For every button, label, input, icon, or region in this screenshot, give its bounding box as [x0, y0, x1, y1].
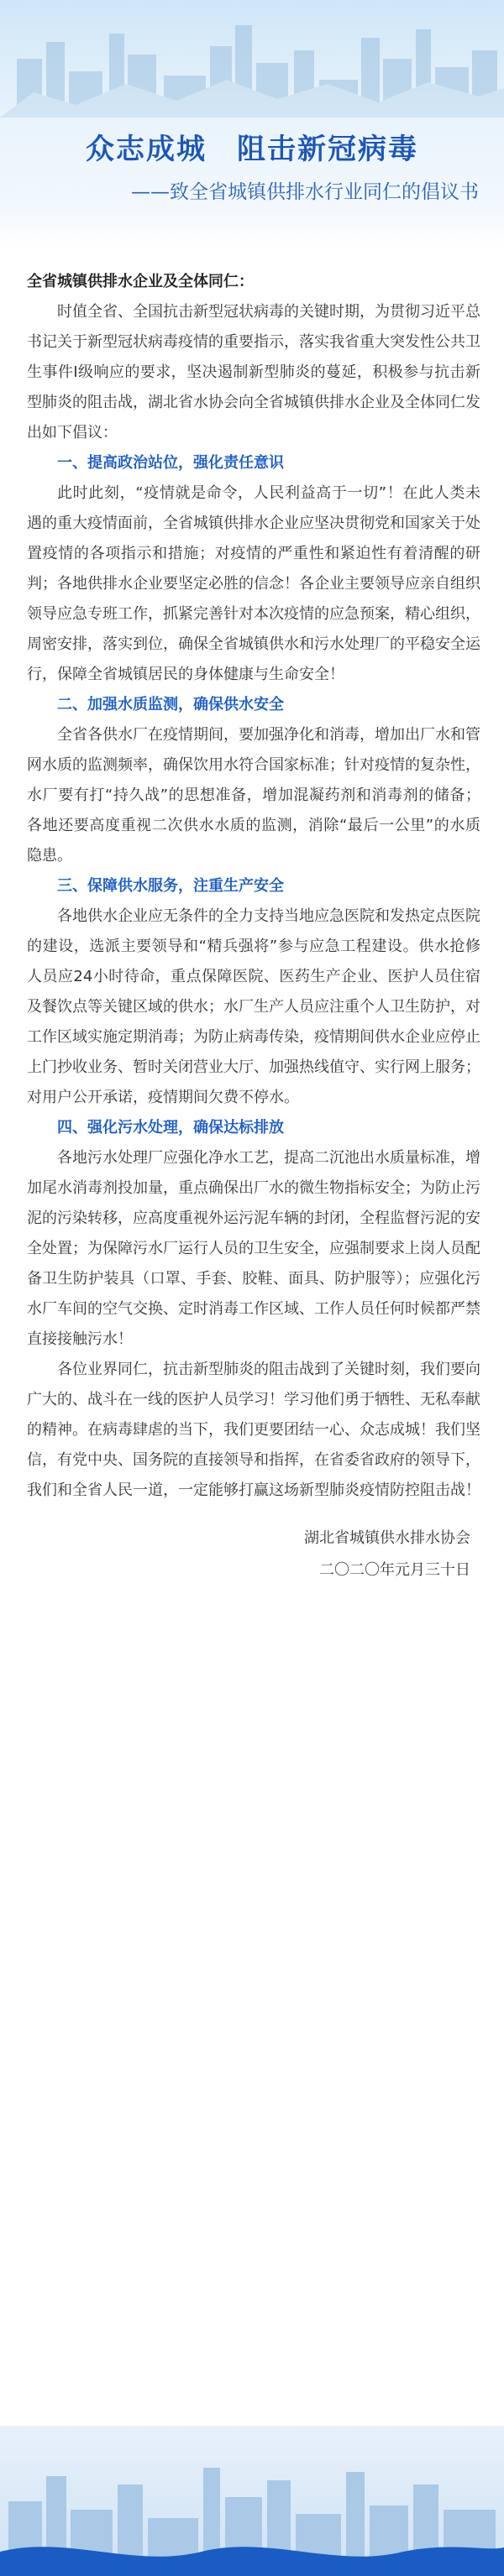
- skyline-illustration: [0, 0, 504, 118]
- section-paragraph-3: 各地供水企业应无条件的全力支持当地应急医院和发热定点医院的建设，选派主要领导和“精兵强将”参与应急工程建设。供水抢修人员应24小时待命，重点保障医院、医药生产企业、医护人员住宿及餐饮点等关键区域的供水；水厂生产人员应注重个人卫生防护，对工作区域实施定期消毒；为防止病毒传染，疫情期间供水企业应停止上门抄收业务、暂时关闭营业大厅、加强热线值守、实行网上服务；对用户公开承诺，疫情期间欠费不停水。: [27, 907, 480, 1106]
- section-heading-1: 一、提高政治站位，强化责任意识: [57, 454, 284, 472]
- section-paragraph-4: 各地污水处理厂应强化净水工艺，提高二沉池出水质量标准，增加尾水消毒剂投加量，重点确保出厂水的微生物指标安全；为防止污泥的污染转移，应高度重视外运污泥车辆的封闭，全程监督污泥的安全处置；为保障污水厂运行人员的卫生安全，应强制要求上岗人员配备卫生防护装具（口罩、手套、胶鞋、面具、防护服等）；应强化污水厂车间的空气交换、定时消毒工作区域、工作人员任何时候都严禁直接接触污水！: [27, 1149, 480, 1348]
- header-fade: [0, 214, 504, 252]
- section-paragraph-1: 此时此刻，“疫情就是命令，人民利益高于一切”！在此人类未遇的重大疫情面前，全省城镇供排水企业应坚决贯彻党和国家关于处置疫情的各项指示和措施；对疫情的严重性和紧迫性有着清醒的研判；各地供排水企业要坚定必胜的信念！各企业主要领导应亲自组织领导应急专班工作，抓紧完善针对本次疫情的应急预案，精心组织，周密安排，落实到位，确保全省城镇供水和污水处理厂的平稳安全运行，保障全省城镇居民的身体健康与生命安全！: [27, 484, 480, 683]
- signature-org: 湖北省城镇供水排水协会: [304, 1529, 470, 1547]
- footer-skyline: [0, 2426, 504, 2576]
- letter-body: [0, 252, 504, 2426]
- footer-illustration: [0, 2426, 504, 2576]
- section-heading-4: 四、强化污水处理，确保达标排放: [57, 1119, 284, 1136]
- header-banner: [0, 0, 504, 252]
- signature-date: 二〇二〇年元月三十日: [319, 1561, 470, 1579]
- page-subtitle: ——致全省城镇供排水行业同仁的倡议书: [131, 181, 479, 203]
- section-heading-3: 三、保障供水服务，注重生产安全: [57, 877, 284, 895]
- closing-paragraph: 各位业界同仁，抗击新型肺炎的阻击战到了关键时刻，我们要向广大的、战斗在一线的医护人员学习！学习他们勇于牺牲、无私奉献的精神。在病毒肆虐的当下，我们更要团结一心、众志成城！我们坚信，有党中央、国务院的直接领导和指挥，在省委省政府的领导下，我们和全省人民一道，一定能够打赢这场新型肺炎疫情防控阻击战！: [27, 1361, 480, 1499]
- intro-paragraph: 时值全省、全国抗击新型冠状病毒的关键时期，为贯彻习近平总书记关于新型冠状病毒疫情的重要指示，落实我省重大突发性公共卫生事件I级响应的要求，坚决遏制新型肺炎的蔓延，积极参与抗击新型肺炎的阻击战，湖北省水协会向全省城镇供排水企业及全体同仁发出如下倡议：: [27, 303, 480, 442]
- section-paragraph-2: 全省各供水厂在疫情期间，要加强净化和消毒，增加出厂水和管网水质的监测频率，确保饮用水符合国家标准；针对疫情的复杂性，水厂要有打“持久战”的思想准备，增加混凝药剂和消毒剂的储备；各地还要高度重视二次供水水质的监测，消除“最后一公里”的水质隐患。: [27, 726, 480, 865]
- salutation: 全省城镇供排水企业及全体同仁：: [27, 273, 254, 290]
- section-heading-2: 二、加强水质监测，确保供水安全: [57, 696, 284, 713]
- page-title: 众志成城 阻击新冠病毒: [86, 133, 418, 166]
- signature-block: [27, 1523, 480, 1586]
